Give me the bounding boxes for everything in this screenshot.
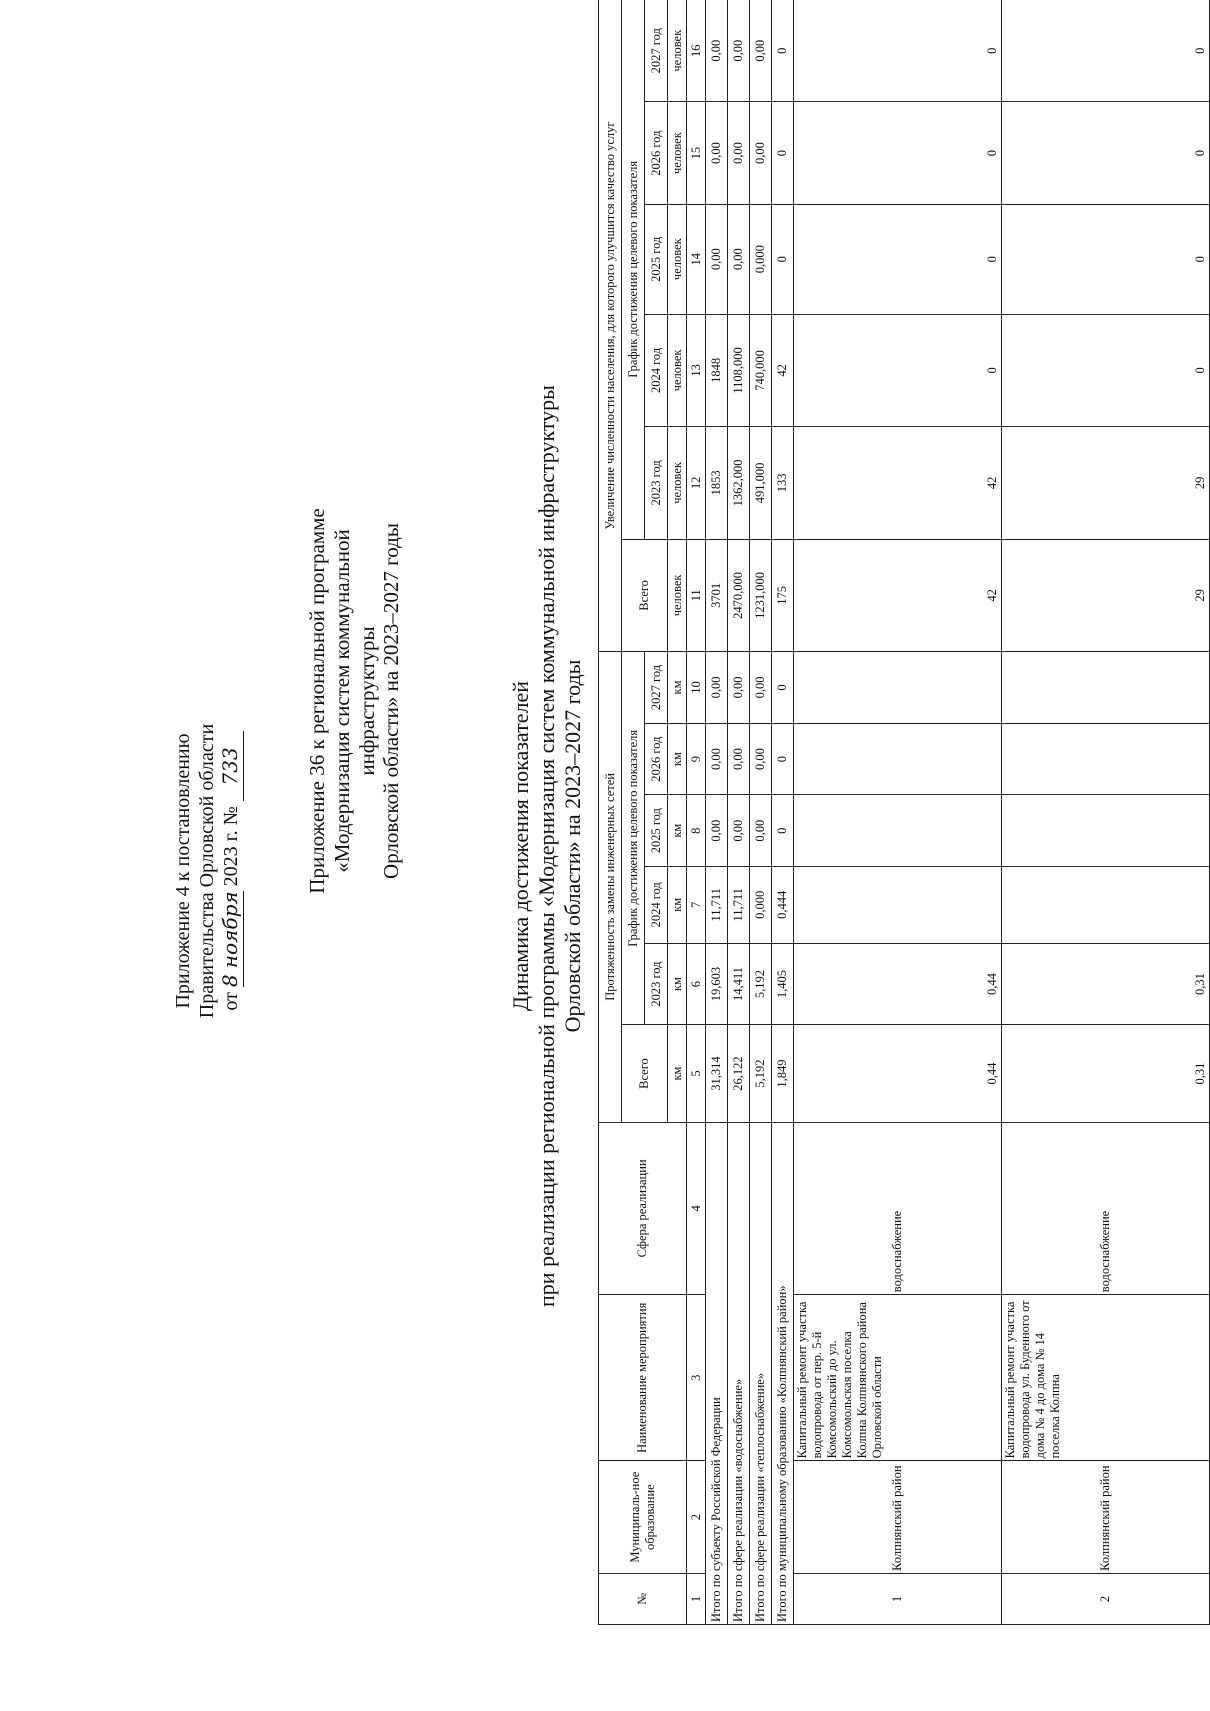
appendix-note (305, 351, 404, 1051)
unit-people: человек (668, 314, 687, 426)
summary-people-value: 0,00 (728, 0, 750, 102)
column-number: 12 (687, 427, 706, 539)
column-number: 5 (687, 1025, 706, 1122)
summary-km-value: 0,00 (728, 723, 750, 795)
header-population-group: Увеличение численности населения, для которого улучшится качество услуг (599, 0, 622, 652)
summary-people-value: 0,00 (750, 102, 772, 204)
summary-km-value: 11,711 (706, 866, 728, 943)
summary-people-value: 0,00 (728, 204, 750, 314)
header-schedule-km: График достижения целевого показателя (622, 652, 645, 1025)
row-event: Капитальный ремонт участка водопровода от пер. 5-й Комсомольский до ул. Комсомольская поселка Колпна Колпнянского района Орловской области (794, 1295, 1002, 1461)
header-total-km: Всего (622, 1025, 668, 1122)
unit-km: км (668, 652, 687, 724)
column-number: 14 (687, 204, 706, 314)
header-year-people: 2026 год (645, 102, 668, 204)
summary-km-value: 26,122 (728, 1025, 750, 1122)
header-year-km: 2027 год (645, 652, 668, 724)
summary-row (728, 0, 750, 1625)
row-people-value: 0 (794, 0, 1002, 102)
summary-people-value: 0,00 (750, 0, 772, 102)
unit-km: км (668, 723, 687, 795)
summary-km-value: 0 (772, 723, 794, 795)
unit-people: человек (668, 539, 687, 651)
summary-people-value: 0,00 (706, 102, 728, 204)
unit-people: человек (668, 427, 687, 539)
appendix-line-1: Приложение 36 к региональной программе (305, 508, 329, 894)
summary-km-value: 5,192 (750, 1025, 772, 1122)
row-sphere: водоснабжение (1002, 1122, 1210, 1295)
heading-date-line (219, 491, 244, 1251)
column-number: 13 (687, 314, 706, 426)
row-people-value: 0 (1002, 204, 1210, 314)
column-number: 8 (687, 795, 706, 867)
summary-km-value: 19,603 (706, 943, 728, 1025)
row-km-value (1002, 723, 1210, 795)
summary-km-value: 1,849 (772, 1025, 794, 1122)
unit-km: км (668, 866, 687, 943)
row-km-value: 0,44 (794, 943, 1002, 1025)
row-people-value: 0 (1002, 0, 1210, 102)
header-year-people: 2025 год (645, 204, 668, 314)
unit-people: человек (668, 204, 687, 314)
header-num: № (599, 1573, 687, 1624)
handwritten-date: 8 ноября (218, 891, 243, 988)
resolution-heading (172, 491, 244, 1251)
summary-km-value: 0,00 (750, 723, 772, 795)
header-year-people: 2027 год (645, 0, 668, 102)
column-number: 6 (687, 943, 706, 1025)
summary-km-value: 0 (772, 795, 794, 867)
summary-people-value: 3701 (706, 539, 728, 651)
row-people-value: 42 (794, 427, 1002, 539)
date-prefix: от (220, 992, 243, 1011)
row-people-value: 0 (794, 204, 1002, 314)
title-line-3: Орловской области» на 2023–2027 годы (559, 659, 585, 1033)
row-km-value (1002, 866, 1210, 943)
header-year-km: 2025 год (645, 795, 668, 867)
handwritten-number: 733 (219, 731, 244, 801)
summary-label: Итого по субъекту Российской Федерации (706, 1122, 728, 1624)
summary-people-value: 0 (772, 102, 794, 204)
row-km-value (794, 866, 1002, 943)
date-year: 2023 г. № (220, 806, 243, 887)
row-people-value: 0 (794, 314, 1002, 426)
summary-people-value: 1853 (706, 427, 728, 539)
summary-people-value: 1108,000 (728, 314, 750, 426)
summary-km-value: 1,405 (772, 943, 794, 1025)
header-year-km: 2023 год (645, 943, 668, 1025)
summary-km-value: 0,00 (728, 652, 750, 724)
row-people-value: 0 (1002, 102, 1210, 204)
column-number: 16 (687, 0, 706, 102)
column-number: 1 (687, 1573, 706, 1624)
row-people-value: 0 (1002, 314, 1210, 426)
summary-people-value: 0,00 (706, 204, 728, 314)
summary-people-value: 175 (772, 539, 794, 651)
title-line-1: Динамика достижения показателей (508, 680, 533, 1012)
appendix-line-2: «Модернизация систем коммунальной (329, 529, 354, 873)
header-year-people: 2024 год (645, 314, 668, 426)
summary-people-value: 133 (772, 427, 794, 539)
summary-people-value: 0 (772, 0, 794, 102)
summary-km-value: 0,00 (706, 652, 728, 724)
row-km-value (794, 652, 1002, 724)
row-km-value: 0,44 (794, 1025, 1002, 1122)
summary-people-value: 0 (772, 204, 794, 314)
column-number: 9 (687, 723, 706, 795)
summary-row (772, 0, 794, 1625)
row-people-value: 42 (794, 539, 1002, 651)
indicator-table-wrapper (598, 0, 1207, 1625)
table-row (794, 0, 1002, 1625)
summary-label: Итого по муниципальному образованию «Колпнянский район» (772, 1122, 794, 1624)
summary-people-value: 491,000 (750, 427, 772, 539)
appendix-line-4: Орловской области» на 2023–2027 годы (379, 523, 404, 879)
header-year-km: 2026 год (645, 723, 668, 795)
summary-km-value: 5,192 (750, 943, 772, 1025)
summary-people-value: 1231,000 (750, 539, 772, 651)
header-total-people: Всего (622, 539, 668, 651)
summary-people-value: 2470,000 (728, 539, 750, 651)
row-municipality: Колпнянский район (794, 1461, 1002, 1573)
summary-people-value: 0,000 (750, 204, 772, 314)
document-title (508, 196, 586, 1496)
unit-people: человек (668, 102, 687, 204)
summary-km-value: 0,00 (750, 795, 772, 867)
indicator-table (598, 0, 1210, 1625)
summary-people-value: 0,00 (706, 0, 728, 102)
unit-km: км (668, 943, 687, 1025)
summary-km-value: 0,00 (750, 652, 772, 724)
column-number: 7 (687, 866, 706, 943)
column-number-row (687, 0, 706, 1625)
summary-km-value: 14,411 (728, 943, 750, 1025)
row-number: 2 (1002, 1573, 1210, 1624)
row-km-value (1002, 795, 1210, 867)
row-municipality: Колпнянский район (1002, 1461, 1210, 1573)
column-number: 15 (687, 102, 706, 204)
heading-line-1: Приложение 4 к постановлению (172, 733, 194, 1009)
unit-km: км (668, 1025, 687, 1122)
header-year-people: 2023 год (645, 427, 668, 539)
summary-km-value: 0 (772, 652, 794, 724)
column-number: 4 (687, 1122, 706, 1295)
row-people-value: 29 (1002, 427, 1210, 539)
header-municipality: Муниципаль-ное образование (599, 1461, 687, 1573)
row-km-value (1002, 652, 1210, 724)
column-number: 11 (687, 539, 706, 651)
summary-row (706, 0, 728, 1625)
summary-people-value: 42 (772, 314, 794, 426)
header-year-km: 2024 год (645, 866, 668, 943)
summary-people-value: 740,000 (750, 314, 772, 426)
summary-km-value: 0,000 (750, 866, 772, 943)
header-sphere: Сфера реализации (599, 1122, 687, 1295)
summary-km-value: 0,00 (728, 795, 750, 867)
row-km-value (794, 795, 1002, 867)
header-event: Наименование мероприятия (599, 1295, 687, 1461)
row-sphere: водоснабжение (794, 1122, 1002, 1295)
row-people-value: 0 (794, 102, 1002, 204)
summary-km-value: 11,711 (728, 866, 750, 943)
table-row (1002, 0, 1210, 1625)
summary-label: Итого по сфере реализации «теплоснабжение» (750, 1122, 772, 1624)
summary-people-value: 0,00 (728, 102, 750, 204)
summary-people-value: 1362,000 (728, 427, 750, 539)
unit-people: человек (668, 0, 687, 102)
header-schedule-people: График достижения целевого показателя (622, 0, 645, 539)
row-number: 1 (794, 1573, 1002, 1624)
summary-km-value: 0,444 (772, 866, 794, 943)
summary-row (750, 0, 772, 1625)
row-event: Капитальный ремонт участка водопровода ул. Буденного от дома № 4 до дома № 14 поселка Колпна (1002, 1295, 1210, 1461)
unit-km: км (668, 795, 687, 867)
summary-km-value: 0,00 (706, 795, 728, 867)
column-number: 3 (687, 1295, 706, 1461)
row-people-value: 29 (1002, 539, 1210, 651)
summary-label: Итого по сфере реализации «водоснабжение» (728, 1122, 750, 1624)
summary-km-value: 0,00 (706, 723, 728, 795)
row-km-value (794, 723, 1002, 795)
summary-people-value: 1848 (706, 314, 728, 426)
column-number: 10 (687, 652, 706, 724)
heading-line-2: Правительства Орловской области (195, 723, 218, 1019)
row-km-value: 0,31 (1002, 943, 1210, 1025)
row-km-value: 0,31 (1002, 1025, 1210, 1122)
summary-km-value: 31,314 (706, 1025, 728, 1122)
appendix-line-3: инфраструктуры (354, 626, 379, 776)
header-length-group: Протяженность замены инженерных сетей (599, 652, 622, 1123)
column-number: 2 (687, 1461, 706, 1573)
title-line-2: при реализации региональной программы «Модернизация систем коммунальной инфраструктуры (533, 385, 559, 1307)
